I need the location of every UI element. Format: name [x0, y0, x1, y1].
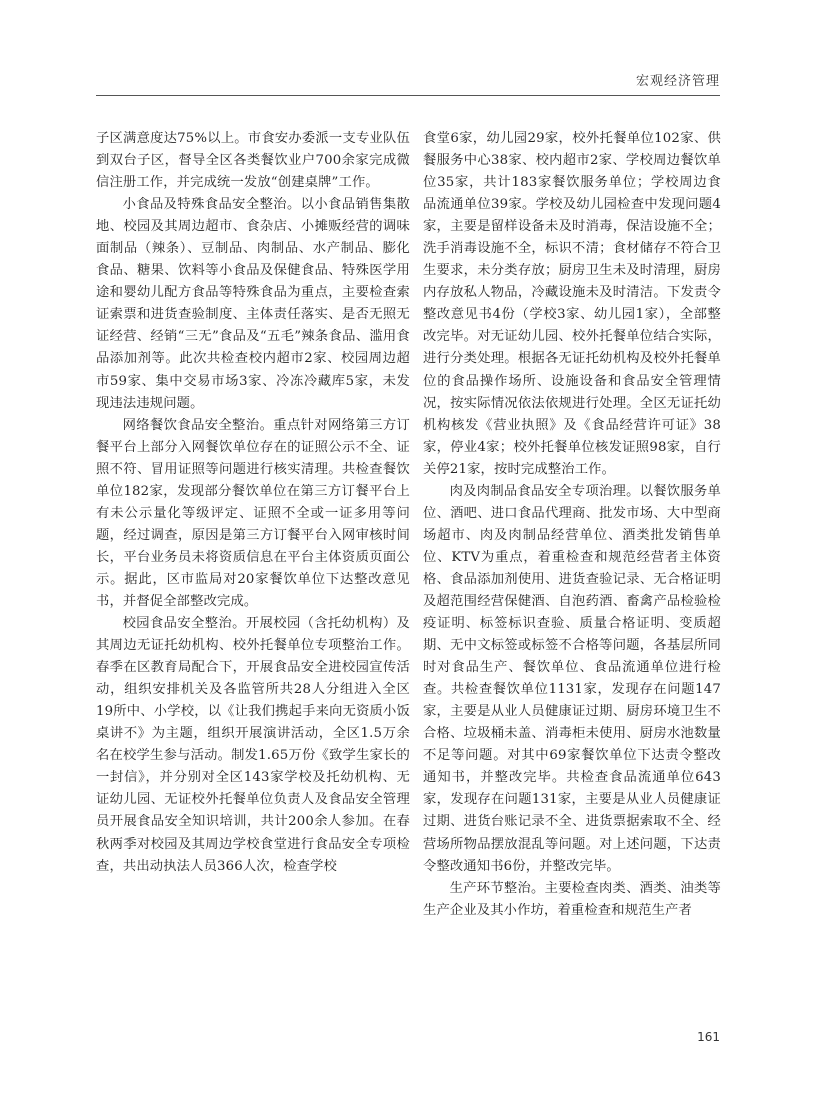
paragraph-left-2: 小食品及特殊食品安全整治。以小食品销售集散地、校园及其周边超市、食杂店、小摊贩经营的调味面制品（辣条）、豆制品、肉制品、水产制品、膨化食品、糖果、饮料等小食品及保健食品、特殊医学用途和婴幼儿配方食品等特殊食品为重点，主要检查索证索票和进货查验制度、主体责任落实、是否无照无证经营、经销“三无”食品及“五毛”辣条食品、滥用食品添加剂等。此次共检查校内超市2家、校园周边超市59家、集中交易市场3家、冷冻冷藏库5家，未发现违法违规问题。 — [96, 197, 410, 411]
paragraph-left-3: 网络餐饮食品安全整治。重点针对网络第三方订餐平台上部分入网餐饮单位存在的证照公示不全、证照不符、冒用证照等问题进行核实清理。共检查餐饮单位182家，发现部分餐饮单位在第三方订餐平台上有未公示量化等级评定、证照不全或一证多用等问题，经过调查，原因是第三方订餐平台入网审核时间长，平台业务员未将资质信息在平台主体资质页面公示。据此，区市监局对20家餐饮单位下达整改意见书，并督促全部整改完成。 — [96, 417, 410, 609]
paragraph-right-2: 肉及肉制品食品安全专项治理。以餐饮服务单位、酒吧、进口食品代理商、批发市场、大中型商场超市、肉及肉制品经营单位、酒类批发销售单位、KTV为重点，着重检查和规范经营者主体资格、食品添加剂使用、进货查验记录、无合格证明及超范围经营保健酒、自泡药酒、畜禽产品检验检疫证明、标签标识查验、质量合格证明、变质超期、无中文标签或标签不合格等问题，各基层所同时对食品生产、餐饮单位、食品流通单位进行检查。共检查餐饮单位1131家，发现存在问题147家，主要是从业人员健康证过期、厨房环境卫生不合格、垃圾桶未盖、消毒柜未使用、厨房水池数量不足等问题。对其中69家餐饮单位下达责令整改通知书，并整改完毕。共检查食品流通单位643家，发现存在问题131家，主要是从业人员健康证过期、进货台账记录不全、进货票据索取不全、经营场所物品摆放混乱等问题。对上述问题，下达责令整改通知书6份，并整改完毕。 — [423, 483, 721, 874]
left-column — [96, 128, 410, 878]
page-number: 161 — [697, 1030, 720, 1044]
paragraph-right-1: 食堂6家，幼儿园29家，校外托餐单位102家、供餐服务中心38家、校内超市2家、学校周边餐饮单位35家，共计183家餐饮服务单位；学校周边食品流通单位39家。学校及幼儿园检查中发现问题4家，主要是留样设备未及时消毒，保洁设施不全；洗手消毒设施不全，标识不清；食材储存不符合卫生要求，未分类存放；厨房卫生未及时清理，厨房内存放私人物品，冷藏设施未及时清洁。下发责令整改意见书4份（学校3家、幼儿园1家），全部整改完毕。对无证幼儿园、校外托餐单位结合实际，进行分类处理。根据各无证托幼机构及校外托餐单位的食品操作场所、设施设备和食品安全管理情况，按实际情况依法依规进行处理。全区无证托幼机构核发《营业执照》及《食品经营许可证》38家，停业4家；校外托餐单位核发证照98家，自行关停21家，按时完成整治工作。 — [423, 131, 721, 477]
running-header-title: 宏观经济管理 — [635, 74, 720, 89]
paragraph-left-4: 校园食品安全整治。开展校园（含托幼机构）及其周边无证托幼机构、校外托餐单位专项整治工作。春季在区教育局配合下，开展食品安全进校园宣传活动，组织安排机关及各监管所共28人分组进入全区19所中、小学校，以《让我们携起手来向无资质小饭桌讲不》为主题，组织开展演讲活动，全区1.5万余名在校学生参与活动。制发1.65万份《致学生家长的一封信》，并分别对全区143家学校及托幼机构、无证幼儿园、无证校外托餐单位负责人及食品安全管理员开展食品安全知识培训，共计200余人参加。在春秋两季对校园及其周边学校食堂进行食品安全专项检查，共出动执法人员366人次，检查学校 — [96, 616, 410, 874]
paragraph-left-1: 子区满意度达75%以上。市食安办委派一支专业队伍到双台子区，督导全区各类餐饮业户700余家完成微信注册工作，并完成统一发放“创建桌牌”工作。 — [96, 131, 410, 191]
header-divider — [96, 95, 720, 96]
right-column — [423, 128, 721, 922]
paragraph-right-3: 生产环节整治。主要检查肉类、酒类、油类等生产企业及其小作坊，着重检查和规范生产者 — [423, 880, 721, 918]
